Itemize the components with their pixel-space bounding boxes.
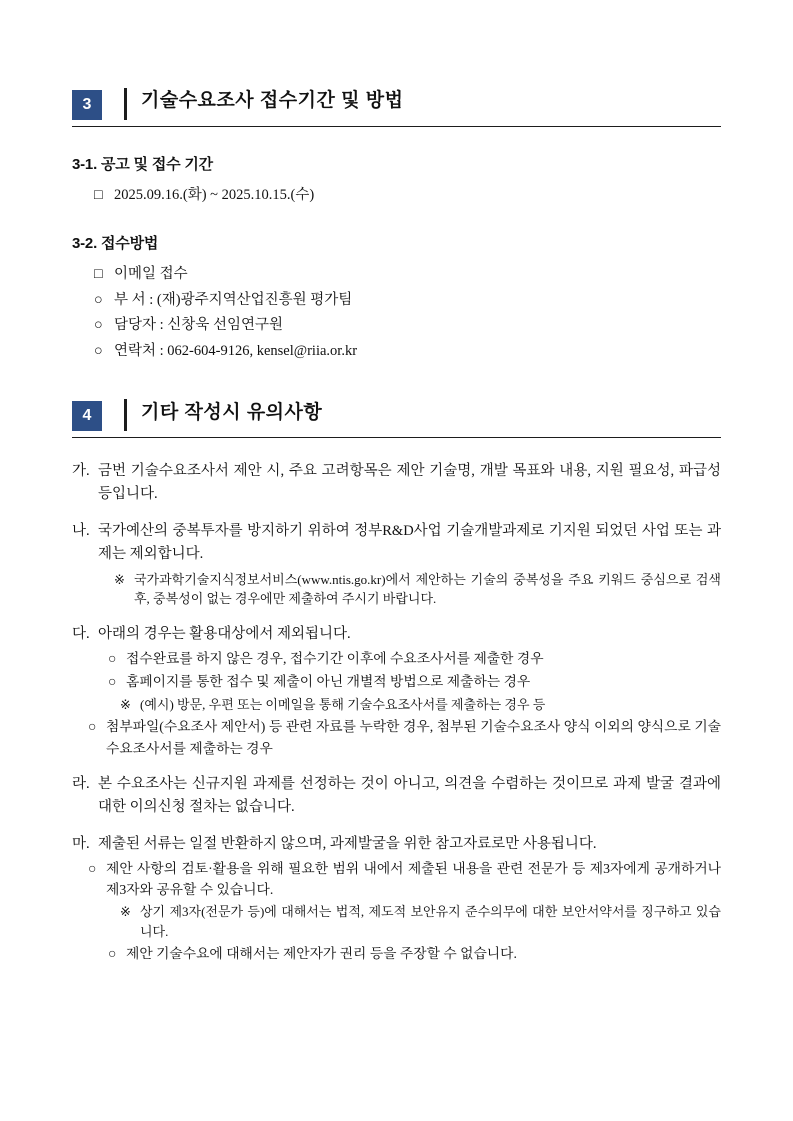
reference-mark-icon: ※ <box>120 696 131 712</box>
notice-item-label: 다. <box>72 625 90 642</box>
circle-bullet-icon: ○ <box>88 860 97 876</box>
submission-line-contact <box>94 340 721 362</box>
notice-item-paragraph: 국가예산의 중복투자를 방지하기 위하여 정부R&D사업 기술개발과제로 기지원 되었던 사업 또는 과제는 제외합니다. <box>98 523 721 563</box>
submission-contact-text: 연락처 : 062-604-9126, kensel@riia.or.kr <box>114 342 358 359</box>
notice-item-paragraph: 본 수요조사는 신규지원 과제를 선정하는 것이 아니고, 의견을 수렴하는 것이므로 과제 발굴 결과에 대한 이의신청 절차는 없습니다. <box>98 775 721 815</box>
circle-bullet-icon: ○ <box>108 674 117 690</box>
circle-bullet-icon: ○ <box>94 291 103 308</box>
circle-bullet-icon: ○ <box>108 946 117 962</box>
section-title: 기술수요조사 접수기간 및 방법 <box>141 90 404 112</box>
notice-item-note <box>114 570 721 609</box>
square-bullet-icon: □ <box>94 266 103 283</box>
section-rule <box>72 126 721 127</box>
reference-mark-icon: ※ <box>120 904 131 920</box>
notice-item-body <box>88 623 721 759</box>
notice-subitem-text: 제안 사항의 검토·활용을 위해 필요한 범위 내에서 제출된 내용을 관련 전문가 등 제3자에게 공개하거나 제3자와 공유할 수 있습니다. <box>106 860 721 897</box>
subsection-heading-3-2: 3-2. 접수방법 <box>72 235 159 253</box>
notice-subitem <box>88 716 721 759</box>
circle-bullet-icon: ○ <box>94 342 103 359</box>
notice-subitem-text: 홈페이지를 통한 접수 및 제출이 아닌 개별적 방법으로 제출하는 경우 <box>126 674 531 690</box>
notice-item-paragraph: 아래의 경우는 활용대상에서 제외됩니다. <box>98 625 351 642</box>
section-title-container <box>124 88 721 120</box>
section-number-badge: 3 <box>72 90 102 120</box>
notice-subitem <box>108 671 721 692</box>
section-header-4 <box>72 399 721 431</box>
notice-subitem <box>108 943 721 964</box>
notice-item-label: 가. <box>72 463 90 480</box>
notice-item-paragraph: 제출된 서류는 일절 반환하지 않으며, 과제발굴을 위한 참고자료로만 사용됩니다. <box>98 835 597 852</box>
announcement-period-text: 2025.09.16.(화) ~ 2025.10.15.(수) <box>114 187 315 203</box>
notice-item-body <box>98 520 721 609</box>
notice-subitem <box>88 858 721 901</box>
announcement-period-line <box>94 184 721 206</box>
circle-bullet-icon: ○ <box>108 650 117 666</box>
submission-line-email <box>94 263 721 285</box>
submission-line-department <box>94 289 721 311</box>
notice-item-paragraph: 금번 기술수요조사서 제안 시, 주요 고려항목은 제안 기술명, 개발 목표와 내용, 지원 필요성, 파급성 등입니다. <box>98 463 721 503</box>
notice-item-label: 나. <box>72 523 90 540</box>
submission-line-manager <box>94 314 721 336</box>
circle-bullet-icon: ○ <box>88 719 97 735</box>
notice-item-body <box>88 833 721 965</box>
notice-subitem-note-text: (예시) 방문, 우편 또는 이메일을 통해 기술수요조사서를 제출하는 경우 등 <box>140 696 546 712</box>
section-title-container <box>124 399 721 431</box>
notice-subitem <box>108 648 721 669</box>
submission-manager-text: 담당자 : 신창욱 선임연구원 <box>114 317 283 334</box>
notice-subitem-note <box>120 902 721 941</box>
notice-item-ra <box>72 773 721 819</box>
notice-item-ga <box>72 460 721 506</box>
notice-subitem-text: 제안 기술수요에 대해서는 제안자가 권리 등을 주장할 수 없습니다. <box>126 946 517 962</box>
notice-item-label: 마. <box>72 835 90 852</box>
circle-bullet-icon: ○ <box>94 317 103 334</box>
notice-item-body <box>98 460 721 506</box>
submission-email-text: 이메일 접수 <box>114 266 188 283</box>
notice-item-na <box>72 520 721 609</box>
section-title: 기타 작성시 유의사항 <box>141 401 323 423</box>
square-bullet-icon: □ <box>94 187 103 203</box>
notice-item-note-text: 국가과학기술지식정보서비스(www.ntis.go.kr)에서 제안하는 기술의 중복성을 주요 키워드 중심으로 검색 후, 중복성이 없는 경우에만 제출하여 주시기 바랍니다. <box>134 571 721 607</box>
subsection-heading-3-1: 3-1. 공고 및 접수 기간 <box>72 156 213 173</box>
reference-mark-icon: ※ <box>114 571 125 587</box>
notice-subitem-note <box>120 695 721 715</box>
notice-subitem-text: 첨부파일(수요조사 제안서) 등 관련 자료를 누락한 경우, 첨부된 기술수요조사 양식 이외의 양식으로 기술수요조사서를 제출하는 경우 <box>106 719 721 756</box>
notice-item-da <box>72 623 721 759</box>
section-header-3 <box>72 88 721 120</box>
notice-item-body <box>98 773 721 819</box>
notice-subitem-text: 접수완료를 하지 않은 경우, 접수기간 이후에 수요조사서를 제출한 경우 <box>126 650 544 666</box>
submission-department-text: 부 서 : (재)광주지역산업진흥원 평가팀 <box>114 291 353 308</box>
notice-subitem-note-text: 상기 제3자(전문가 등)에 대해서는 법적, 제도적 보안유지 준수의무에 대한 보안서약서를 징구하고 있습니다. <box>140 904 721 939</box>
notice-item-label: 라. <box>72 775 90 792</box>
section-number-badge: 4 <box>72 401 102 431</box>
notice-item-ma <box>72 833 721 965</box>
